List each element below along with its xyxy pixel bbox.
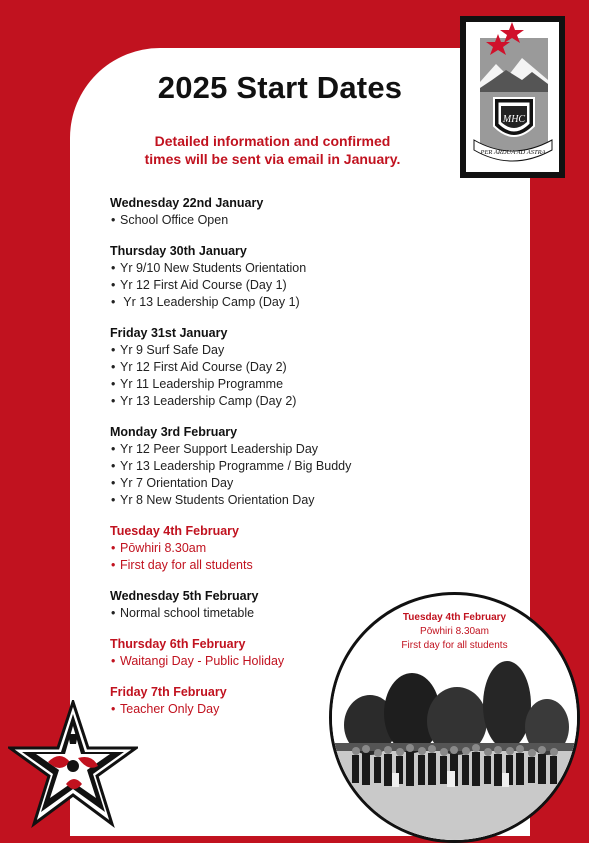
subtitle-line-2: times will be sent via email in January. (144, 151, 401, 167)
crest-panel (466, 22, 559, 172)
photo-caption-line-2: First day for all students (401, 640, 508, 651)
star-logo-icon (8, 700, 138, 830)
list-item: • Yr 13 Leadership Camp (Day 1) (110, 294, 440, 311)
day-heading: Friday 31st January (110, 326, 228, 340)
subtitle (100, 132, 445, 168)
day-heading: Monday 3rd February (110, 425, 238, 439)
day-heading: Wednesday 5th February (110, 589, 259, 603)
day-heading: Thursday 30th January (110, 244, 247, 258)
list-item: • Normal school timetable (110, 605, 440, 622)
day-heading: Tuesday 4th February (110, 524, 239, 538)
day-heading: Wednesday 22nd January (110, 196, 264, 210)
day-block (110, 424, 440, 509)
day-heading: Thursday 6th February (110, 637, 246, 651)
day-block (110, 195, 440, 229)
day-items (110, 260, 440, 311)
list-item: • First day for all students (110, 557, 440, 574)
list-item: • Yr 13 Leadership Camp (Day 2) (110, 393, 440, 410)
list-item: • Yr 12 First Aid Course (Day 2) (110, 359, 440, 376)
list-item: • Yr 11 Leadership Programme (110, 376, 440, 393)
list-item: • Yr 12 First Aid Course (Day 1) (110, 277, 440, 294)
day-block (110, 243, 440, 311)
list-item: • Pōwhiri 8.30am (110, 540, 440, 557)
day-items (110, 441, 440, 509)
photo-circle (329, 592, 580, 843)
list-item: • Teacher Only Day (110, 701, 440, 718)
list-item: • Yr 7 Orientation Day (110, 475, 440, 492)
list-item: • School Office Open (110, 212, 440, 229)
day-items (110, 540, 440, 574)
crest-motto: PER ARDUA AD ASTRA (480, 149, 546, 156)
day-items (110, 342, 440, 410)
photo-caption-heading: Tuesday 4th February (402, 612, 507, 623)
school-crest (460, 16, 565, 178)
page-title: 2025 Start Dates (157, 70, 403, 105)
list-item: • Yr 9 Surf Safe Day (110, 342, 440, 359)
day-items (110, 212, 440, 229)
subtitle-line-1: Detailed information and confirmed (154, 133, 391, 149)
list-item: • Yr 8 New Students Orientation Day (110, 492, 440, 509)
day-block-highlight (110, 523, 440, 574)
day-block (110, 325, 440, 410)
photo-caption (332, 611, 577, 653)
list-item: • Yr 13 Leadership Programme / Big Buddy (110, 458, 440, 475)
crest-emblem-icon (466, 22, 559, 172)
list-item: • Yr 12 Peer Support Leadership Day (110, 441, 440, 458)
students-photo-image (332, 655, 577, 840)
crest-letters: MHC (502, 114, 526, 125)
list-item: • Waitangi Day - Public Holiday (110, 653, 440, 670)
day-heading: Friday 7th February (110, 685, 227, 699)
photo-caption-line-1: Pōwhiri 8.30am (420, 626, 489, 637)
list-item: • Yr 9/10 New Students Orientation (110, 260, 440, 277)
